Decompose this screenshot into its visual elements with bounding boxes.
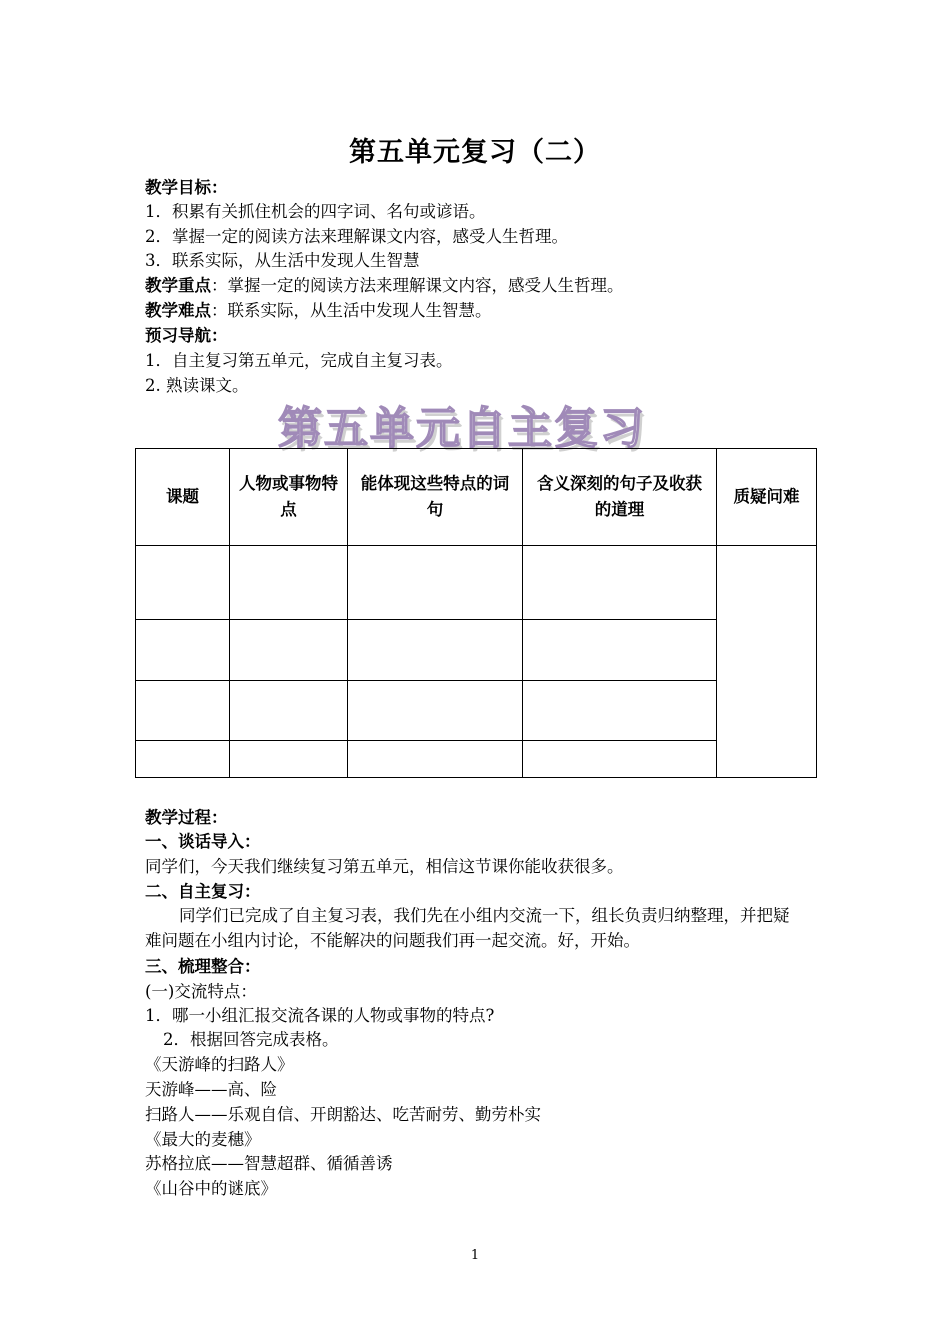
table-cell[interactable] bbox=[230, 546, 348, 620]
table-row bbox=[136, 546, 817, 620]
table-cell[interactable] bbox=[136, 681, 230, 741]
section-text: (一)交流特点： bbox=[145, 982, 257, 1001]
section-heading: 一、谈话导入： bbox=[145, 832, 261, 851]
section-text: 《最大的麦穗》 bbox=[145, 1130, 261, 1149]
preview-item: 2. 熟读课文。 bbox=[145, 376, 249, 395]
preview-label: 预习导航： bbox=[145, 326, 228, 345]
table-cell[interactable] bbox=[523, 681, 717, 741]
page-title: 第五单元复习（二） bbox=[349, 137, 601, 168]
process-label: 教学过程： bbox=[145, 808, 228, 827]
section-text: 2．根据回答完成表格。 bbox=[163, 1030, 339, 1049]
section-paragraph: 同学们已完成了自主复习表，我们先在小组内交流一下，组长负责归纳整理，并把疑难问题在小组内讨论，不能解决的问题我们再一起交流。好，开始。 bbox=[145, 906, 790, 950]
review-table bbox=[135, 448, 817, 778]
table-cell-merged[interactable] bbox=[717, 546, 817, 778]
table-row bbox=[136, 681, 817, 741]
table-header: 课题 bbox=[136, 449, 230, 546]
table-cell[interactable] bbox=[136, 620, 230, 681]
table-row bbox=[136, 741, 817, 778]
table-row bbox=[136, 620, 817, 681]
table-header: 含义深刻的句子及收获的道理 bbox=[523, 449, 717, 546]
objective-item: 3．联系实际，从生活中发现人生智慧 bbox=[145, 251, 420, 270]
table-header: 能体现这些特点的词句 bbox=[348, 449, 523, 546]
table-header-row bbox=[136, 449, 817, 546]
table-header: 质疑问难 bbox=[717, 449, 817, 546]
table-cell[interactable] bbox=[348, 741, 523, 778]
difficulty bbox=[145, 301, 492, 321]
table-cell[interactable] bbox=[136, 741, 230, 778]
section-text: 同学们，今天我们继续复习第五单元，相信这节课你能收获很多。 bbox=[145, 857, 624, 876]
table-cell[interactable] bbox=[230, 741, 348, 778]
difficulty-label: 教学难点 bbox=[145, 301, 211, 320]
section-text: 1．哪一小组汇报交流各课的人物或事物的特点? bbox=[145, 1006, 495, 1025]
page-number: 1 bbox=[470, 1248, 480, 1263]
section-heading: 二、自主复习： bbox=[145, 882, 261, 901]
table-cell[interactable] bbox=[523, 546, 717, 620]
table-header: 人物或事物特点 bbox=[230, 449, 348, 546]
objective-item: 2．掌握一定的阅读方法来理解课文内容，感受人生哲理。 bbox=[145, 227, 568, 246]
table-cell[interactable] bbox=[230, 681, 348, 741]
table-cell[interactable] bbox=[348, 546, 523, 620]
table-cell[interactable] bbox=[523, 620, 717, 681]
difficulty-text: ：联系实际，从生活中发现人生智慧。 bbox=[211, 301, 492, 320]
table-cell[interactable] bbox=[230, 620, 348, 681]
section-text: 《天游峰的扫路人》 bbox=[145, 1055, 294, 1074]
table-cell[interactable] bbox=[136, 546, 230, 620]
section-text: 苏格拉底——智慧超群、循循善诱 bbox=[145, 1154, 393, 1173]
section-text: 扫路人——乐观自信、开朗豁达、吃苦耐劳、勤劳朴实 bbox=[145, 1105, 541, 1124]
objectives-label: 教学目标： bbox=[145, 178, 228, 197]
section-heading: 三、梳理整合： bbox=[145, 957, 261, 976]
key-point-text: ：掌握一定的阅读方法来理解课文内容，感受人生哲理。 bbox=[211, 276, 624, 295]
section-text: 《山谷中的谜底》 bbox=[145, 1179, 277, 1198]
objective-item: 1．积累有关抓住机会的四字词、名句或谚语。 bbox=[145, 202, 486, 221]
table-cell[interactable] bbox=[523, 741, 717, 778]
section-text: 天游峰——高、险 bbox=[145, 1080, 277, 1099]
key-point-label: 教学重点 bbox=[145, 276, 211, 295]
preview-item: 1．自主复习第五单元，完成自主复习表。 bbox=[145, 351, 453, 370]
key-point bbox=[145, 276, 624, 296]
watermark-heading: 第五单元自主复习 bbox=[278, 403, 646, 454]
table-cell[interactable] bbox=[348, 620, 523, 681]
table-cell[interactable] bbox=[348, 681, 523, 741]
